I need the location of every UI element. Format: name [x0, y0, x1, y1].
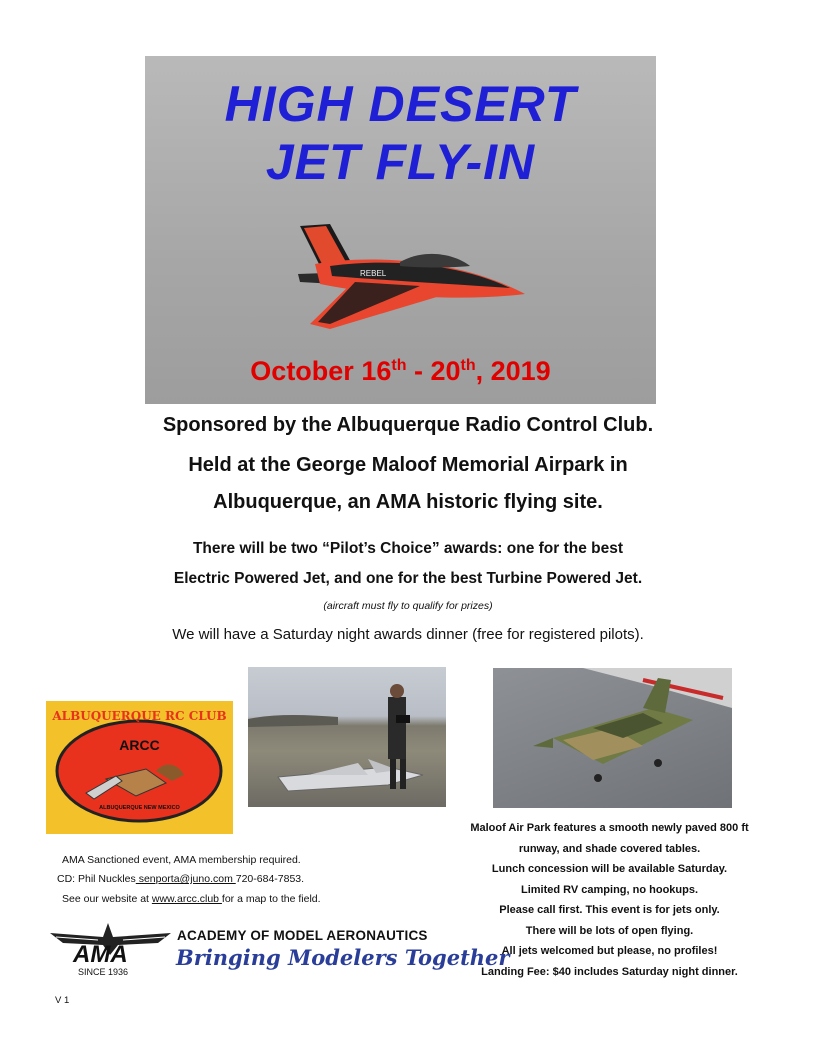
ama-logo-text: AMA — [73, 941, 128, 968]
title-line-2: JET FLY-IN — [265, 134, 536, 190]
field-info-line-4: Limited RV camping, no hookups. — [520, 883, 699, 896]
intro-line-3: Albuquerque, an AMA historic flying site. — [213, 491, 603, 513]
intro-line-1: Sponsored by the Albuquerque Radio Control Club. — [162, 414, 654, 436]
event-date: October 16th - 20th, 2019 — [250, 356, 551, 386]
ama-since-text: SINCE 1936 — [78, 967, 129, 977]
cd-email-link[interactable]: senporta@juno.com — [135, 873, 236, 885]
field-info-line-2: runway, and shade covered tables. — [518, 842, 701, 855]
club-logo-center-text: ARCC — [119, 737, 160, 753]
awards-note: (aircraft must fly to qualify for prizes) — [323, 600, 493, 612]
cd-phone: 720-684-7853. — [235, 873, 305, 885]
ama-name: ACADEMY OF MODEL AERONAUTICS — [177, 928, 428, 943]
awards-line-1: There will be two “Pilot’s Choice” awards: one for the best — [192, 540, 624, 557]
cd-name: CD: Phil Nuckles — [57, 873, 136, 885]
jet-photo — [260, 214, 540, 334]
awards-line-2: Electric Powered Jet, and one for the best Turbine Powered Jet. — [173, 570, 643, 587]
field-info-line-8: Landing Fee: $40 includes Saturday night dinner. — [481, 965, 738, 978]
sanction-text: AMA Sanctioned event, AMA membership required. — [62, 854, 301, 866]
website-link[interactable]: www.arcc.club — [151, 893, 222, 905]
field-info-line-6: There will be lots of open flying. — [525, 924, 694, 937]
ama-logo — [48, 915, 173, 977]
camo-jet-photo — [493, 668, 732, 808]
dinner-text: We will have a Saturday night awards dinner (free for registered pilots). — [172, 626, 644, 643]
club-logo-bottom-text: ALBUQUERQUE NEW MEXICO — [99, 805, 180, 811]
cd-contact — [57, 870, 304, 889]
pilot-with-jet-photo — [248, 667, 446, 807]
club-logo — [46, 701, 233, 834]
ama-tagline: Bringing Modelers Together — [176, 945, 510, 970]
title-line-1: HIGH DESERT — [224, 76, 577, 132]
hero-banner — [145, 56, 656, 404]
field-info-line-5: Please call first. This event is for jets only. — [499, 904, 720, 916]
version-label: V 1 — [55, 995, 70, 1006]
field-info-line-3: Lunch concession will be available Saturday. — [491, 863, 728, 875]
club-logo-top-text: ALBUQUERQUE RC CLUB — [52, 709, 227, 723]
intro-line-2: Held at the George Maloof Memorial Airpark in — [188, 454, 628, 476]
field-info-line-7: All jets welcomed but please, no profiles! — [501, 945, 718, 957]
website-text: See our website at www.arcc.club for a map to the field. — [62, 893, 321, 905]
jet-tail-text: REBEL — [360, 269, 387, 278]
field-info-line-1: Maloof Air Park features a smooth newly paved 800 ft — [470, 822, 749, 834]
